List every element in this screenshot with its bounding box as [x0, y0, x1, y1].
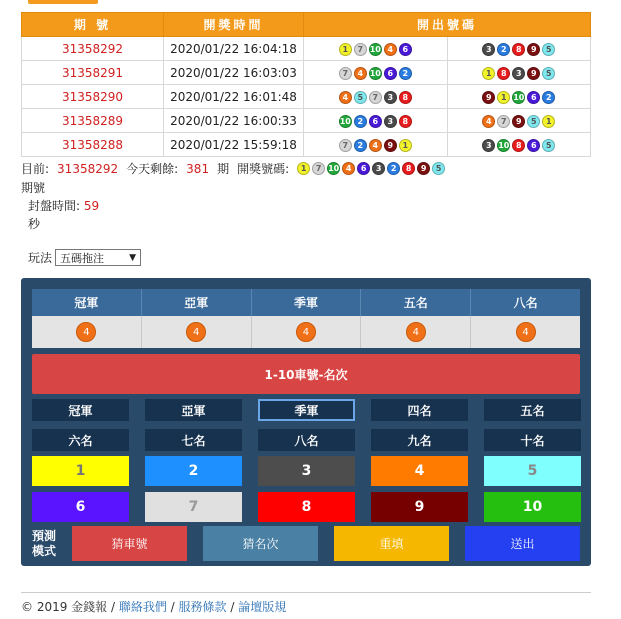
table-row — [22, 109, 591, 133]
results-header-row — [22, 13, 591, 37]
number-ball: 7 — [497, 115, 510, 128]
table-row — [22, 61, 591, 85]
position-slot[interactable] — [361, 316, 471, 348]
current-numbers — [297, 162, 445, 175]
position-header: 八名 — [471, 289, 580, 316]
position-header: 冠軍 — [32, 289, 142, 316]
number-ball: 8 — [402, 162, 415, 175]
number-ball: 1 — [497, 91, 510, 104]
number-buttons — [32, 456, 580, 522]
number-ball: 5 — [527, 115, 540, 128]
forum-rules-link[interactable]: 論壇版規 — [238, 600, 287, 614]
number-ball: 8 — [399, 115, 412, 128]
numbers-label: 開獎號碼: — [237, 162, 290, 176]
playmode-select[interactable] — [55, 249, 141, 266]
number-ball: 3 — [372, 162, 385, 175]
rank-button[interactable]: 九名 — [371, 429, 468, 451]
numbers-right-cell — [447, 37, 591, 61]
number-ball: 9 — [417, 162, 430, 175]
header-numbers: 開出號碼 — [304, 13, 591, 37]
selected-number-ball: 4 — [296, 322, 316, 342]
numbers-left-cell — [304, 109, 448, 133]
number-ball: 2 — [387, 162, 400, 175]
numbers-left-cell — [304, 133, 448, 157]
number-ball: 6 — [527, 91, 540, 104]
position-header: 季軍 — [252, 289, 362, 316]
footer-divider — [21, 592, 591, 593]
footer — [21, 598, 286, 615]
number-ball: 3 — [512, 67, 525, 80]
numbers-left-cell — [304, 61, 448, 85]
close-value: 59 — [83, 199, 100, 213]
table-row — [22, 37, 591, 61]
mode-label-line2: 模式 — [32, 543, 57, 558]
mode-label-line1: 預測 — [32, 528, 57, 543]
table-row — [22, 85, 591, 109]
number-ball: 9 — [482, 91, 495, 104]
time-cell: 2020/01/22 16:00:33 — [164, 109, 304, 133]
number-button[interactable]: 9 — [371, 492, 468, 522]
number-button[interactable]: 10 — [484, 492, 581, 522]
number-ball: 4 — [342, 162, 355, 175]
number-ball: 10 — [339, 115, 352, 128]
number-ball: 4 — [482, 115, 495, 128]
current-period: 31358292 — [57, 161, 119, 176]
number-ball: 4 — [384, 43, 397, 56]
number-ball: 3 — [384, 115, 397, 128]
time-cell: 2020/01/22 15:59:18 — [164, 133, 304, 157]
number-ball: 6 — [369, 115, 382, 128]
contact-link[interactable]: 聯絡我們 — [118, 600, 167, 614]
number-ball: 1 — [542, 115, 555, 128]
number-button[interactable]: 6 — [32, 492, 129, 522]
number-ball: 8 — [399, 91, 412, 104]
reset-button[interactable]: 重填 — [334, 526, 449, 561]
period-cell: 31358289 — [22, 109, 164, 133]
number-ball: 1 — [339, 43, 352, 56]
rank-button[interactable]: 七名 — [145, 429, 242, 451]
number-ball: 6 — [384, 67, 397, 80]
number-ball: 7 — [369, 91, 382, 104]
number-ball: 10 — [327, 162, 340, 175]
number-button[interactable]: 7 — [145, 492, 242, 522]
number-button[interactable]: 2 — [145, 456, 242, 486]
number-ball: 2 — [354, 115, 367, 128]
numbers-right-cell — [447, 85, 591, 109]
number-ball: 10 — [369, 43, 382, 56]
number-ball: 4 — [369, 139, 382, 152]
time-cell: 2020/01/22 16:04:18 — [164, 37, 304, 61]
number-ball: 1 — [297, 162, 310, 175]
current-label: 目前: — [21, 162, 50, 176]
number-ball: 5 — [354, 91, 367, 104]
number-ball: 5 — [542, 139, 555, 152]
number-ball: 8 — [497, 67, 510, 80]
number-ball: 3 — [482, 43, 495, 56]
number-ball: 10 — [497, 139, 510, 152]
numbers-left-cell — [304, 37, 448, 61]
remaining-unit: 期 — [217, 162, 230, 176]
number-ball: 8 — [512, 43, 525, 56]
rank-button[interactable]: 十名 — [484, 429, 581, 451]
number-ball: 1 — [399, 139, 412, 152]
number-ball: 6 — [527, 139, 540, 152]
number-ball: 9 — [527, 43, 540, 56]
number-button[interactable]: 8 — [258, 492, 355, 522]
position-slot[interactable] — [252, 316, 362, 348]
action-row — [32, 526, 580, 561]
copyright: © 2019 金錢報 / — [21, 600, 119, 614]
rank-button[interactable]: 亞軍 — [145, 399, 242, 421]
top-clipped-heading — [28, 0, 98, 4]
current-info — [21, 160, 445, 177]
playmode-label: 玩法 — [28, 251, 53, 265]
number-ball: 5 — [432, 162, 445, 175]
number-ball: 2 — [399, 67, 412, 80]
number-ball: 7 — [339, 67, 352, 80]
number-ball: 5 — [542, 67, 555, 80]
header-time: 開獎時間 — [164, 13, 304, 37]
number-ball: 2 — [542, 91, 555, 104]
bet-panel — [21, 278, 591, 566]
playmode-row — [28, 249, 141, 266]
number-ball: 5 — [542, 43, 555, 56]
position-header: 五名 — [361, 289, 471, 316]
period-cell: 31358291 — [22, 61, 164, 85]
number-ball: 7 — [339, 139, 352, 152]
position-values — [32, 316, 580, 348]
remaining-count: 381 — [186, 161, 210, 176]
numbers-right-cell — [447, 133, 591, 157]
numbers-right-cell — [447, 109, 591, 133]
number-rank-banner: 1-10車號-名次 — [32, 354, 580, 394]
submit-button[interactable]: 送出 — [465, 526, 580, 561]
selected-number-ball: 4 — [516, 322, 536, 342]
prediction-mode-label — [32, 529, 72, 559]
rank-button[interactable]: 六名 — [32, 429, 129, 451]
number-ball: 6 — [357, 162, 370, 175]
number-ball: 6 — [399, 43, 412, 56]
number-ball: 10 — [512, 91, 525, 104]
number-ball: 9 — [527, 67, 540, 80]
number-ball: 3 — [482, 139, 495, 152]
number-button[interactable]: 1 — [32, 456, 129, 486]
selected-number-ball: 4 — [76, 322, 96, 342]
playmode-selected: 五碼拖注 — [60, 251, 105, 265]
close-label: 封盤時間: — [28, 199, 81, 213]
selected-number-ball: 4 — [186, 322, 206, 342]
number-ball: 10 — [369, 67, 382, 80]
rank-button[interactable]: 季軍 — [258, 399, 355, 421]
selected-number-ball: 4 — [406, 322, 426, 342]
position-header: 亞軍 — [142, 289, 252, 316]
rank-button[interactable]: 四名 — [371, 399, 468, 421]
numbers-right-cell — [447, 61, 591, 85]
number-ball: 2 — [354, 139, 367, 152]
chevron-down-icon: ▼ — [129, 252, 137, 263]
time-cell: 2020/01/22 16:01:48 — [164, 85, 304, 109]
number-ball: 8 — [512, 139, 525, 152]
number-ball: 7 — [312, 162, 325, 175]
footer-separator: / — [166, 600, 179, 614]
remaining-label: 今天剩餘: — [126, 162, 179, 176]
number-ball: 9 — [512, 115, 525, 128]
close-time — [28, 197, 99, 214]
number-button[interactable]: 5 — [484, 456, 581, 486]
position-headers — [32, 289, 580, 316]
number-button[interactable]: 3 — [258, 456, 355, 486]
position-slot[interactable] — [471, 316, 580, 348]
rank-button[interactable]: 冠軍 — [32, 399, 129, 421]
time-cell: 2020/01/22 16:03:03 — [164, 61, 304, 85]
number-ball: 4 — [339, 91, 352, 104]
header-period: 期 號 — [22, 13, 164, 37]
position-slot[interactable] — [142, 316, 252, 348]
number-ball: 3 — [384, 91, 397, 104]
period-cell: 31358292 — [22, 37, 164, 61]
number-ball: 2 — [497, 43, 510, 56]
numbers-left-cell — [304, 85, 448, 109]
position-slot[interactable] — [32, 316, 142, 348]
footer-separator: / — [226, 600, 239, 614]
number-ball: 4 — [354, 67, 367, 80]
period-cell: 31358288 — [22, 133, 164, 157]
number-ball: 1 — [482, 67, 495, 80]
terms-link[interactable]: 服務條款 — [178, 600, 227, 614]
seconds-word: 秒 — [28, 217, 41, 231]
number-ball: 9 — [384, 139, 397, 152]
number-button[interactable]: 4 — [371, 456, 468, 486]
table-row — [22, 133, 591, 157]
rank-buttons — [32, 399, 580, 451]
results-table — [21, 12, 591, 157]
rank-button[interactable]: 五名 — [484, 399, 581, 421]
guess-number-button[interactable]: 猜車號 — [72, 526, 187, 561]
period-cell: 31358290 — [22, 85, 164, 109]
guess-rank-button[interactable]: 猜名次 — [203, 526, 318, 561]
number-ball: 7 — [354, 43, 367, 56]
period-word: 期號 — [21, 181, 46, 195]
rank-button[interactable]: 八名 — [258, 429, 355, 451]
